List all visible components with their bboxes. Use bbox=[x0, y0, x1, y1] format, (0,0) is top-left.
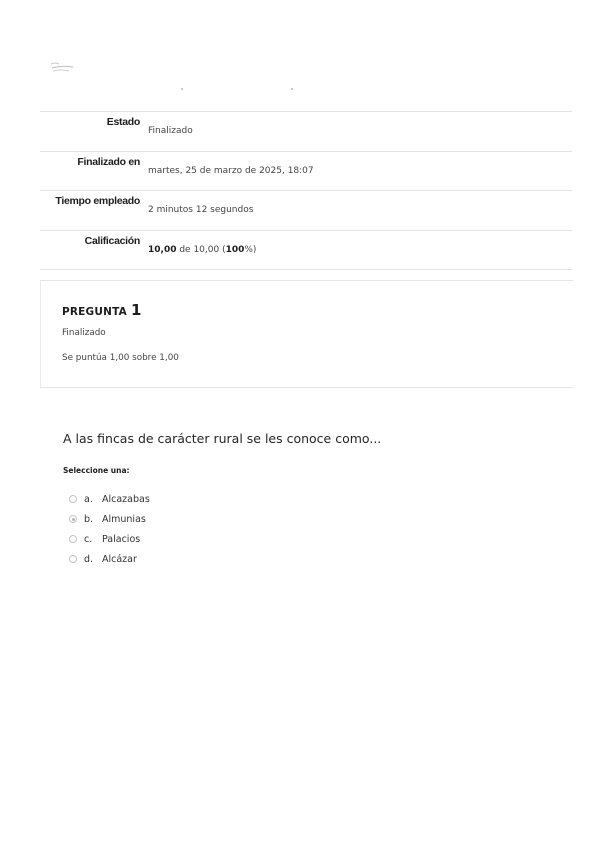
summary-label: Finalizado en bbox=[77, 155, 140, 168]
option-label: Almunias bbox=[102, 513, 146, 525]
summary-label: Tiempo empleado bbox=[55, 195, 140, 207]
summary-row-state bbox=[40, 111, 572, 151]
answer-option-b[interactable] bbox=[69, 509, 150, 529]
radio-button-selected[interactable] bbox=[69, 515, 77, 523]
summary-value: 2 minutos 12 segundos bbox=[148, 205, 254, 215]
option-letter: a. bbox=[84, 493, 93, 505]
answer-option-a[interactable] bbox=[69, 489, 150, 509]
question-number-value: 1 bbox=[130, 301, 142, 319]
attempt-summary-table bbox=[40, 111, 572, 270]
summary-row-finished-on bbox=[40, 151, 572, 191]
answer-option-c[interactable] bbox=[69, 529, 150, 549]
grade-of-text: de 10,00 ( bbox=[176, 244, 226, 255]
grade-score: 10,00 bbox=[148, 244, 177, 255]
question-state: Finalizado bbox=[62, 328, 106, 338]
question-info-box bbox=[40, 280, 573, 388]
summary-row-time-taken bbox=[40, 190, 572, 230]
answer-prompt: Seleccione una: bbox=[63, 466, 130, 475]
option-letter: d. bbox=[84, 553, 94, 565]
question-text: A las fincas de carácter rural se les conoce como... bbox=[63, 431, 382, 446]
option-letter: b. bbox=[84, 513, 94, 525]
grade-value bbox=[148, 245, 256, 255]
option-letter: c. bbox=[84, 533, 93, 545]
summary-value: martes, 25 de marzo de 2025, 18:07 bbox=[148, 165, 314, 176]
faint-dots bbox=[0, 0, 599, 100]
option-label: Alcazabas bbox=[102, 493, 150, 505]
question-number bbox=[62, 300, 141, 319]
summary-label: Calificación bbox=[84, 234, 140, 247]
grade-percent: 100 bbox=[225, 244, 245, 255]
option-label: Alcázar bbox=[102, 553, 137, 565]
grade-percent-suffix: %) bbox=[244, 244, 257, 255]
summary-label: Estado bbox=[106, 116, 140, 128]
question-grade: Se puntúa 1,00 sobre 1,00 bbox=[62, 353, 179, 363]
option-label: Palacios bbox=[102, 533, 141, 545]
radio-button[interactable] bbox=[69, 495, 77, 503]
radio-button[interactable] bbox=[69, 535, 77, 543]
radio-button[interactable] bbox=[69, 555, 77, 563]
answer-option-d[interactable] bbox=[69, 549, 150, 569]
summary-value: Finalizado bbox=[148, 126, 193, 136]
answer-options bbox=[69, 489, 150, 569]
question-word: PREGUNTA bbox=[62, 306, 127, 318]
summary-row-grade bbox=[40, 230, 572, 271]
